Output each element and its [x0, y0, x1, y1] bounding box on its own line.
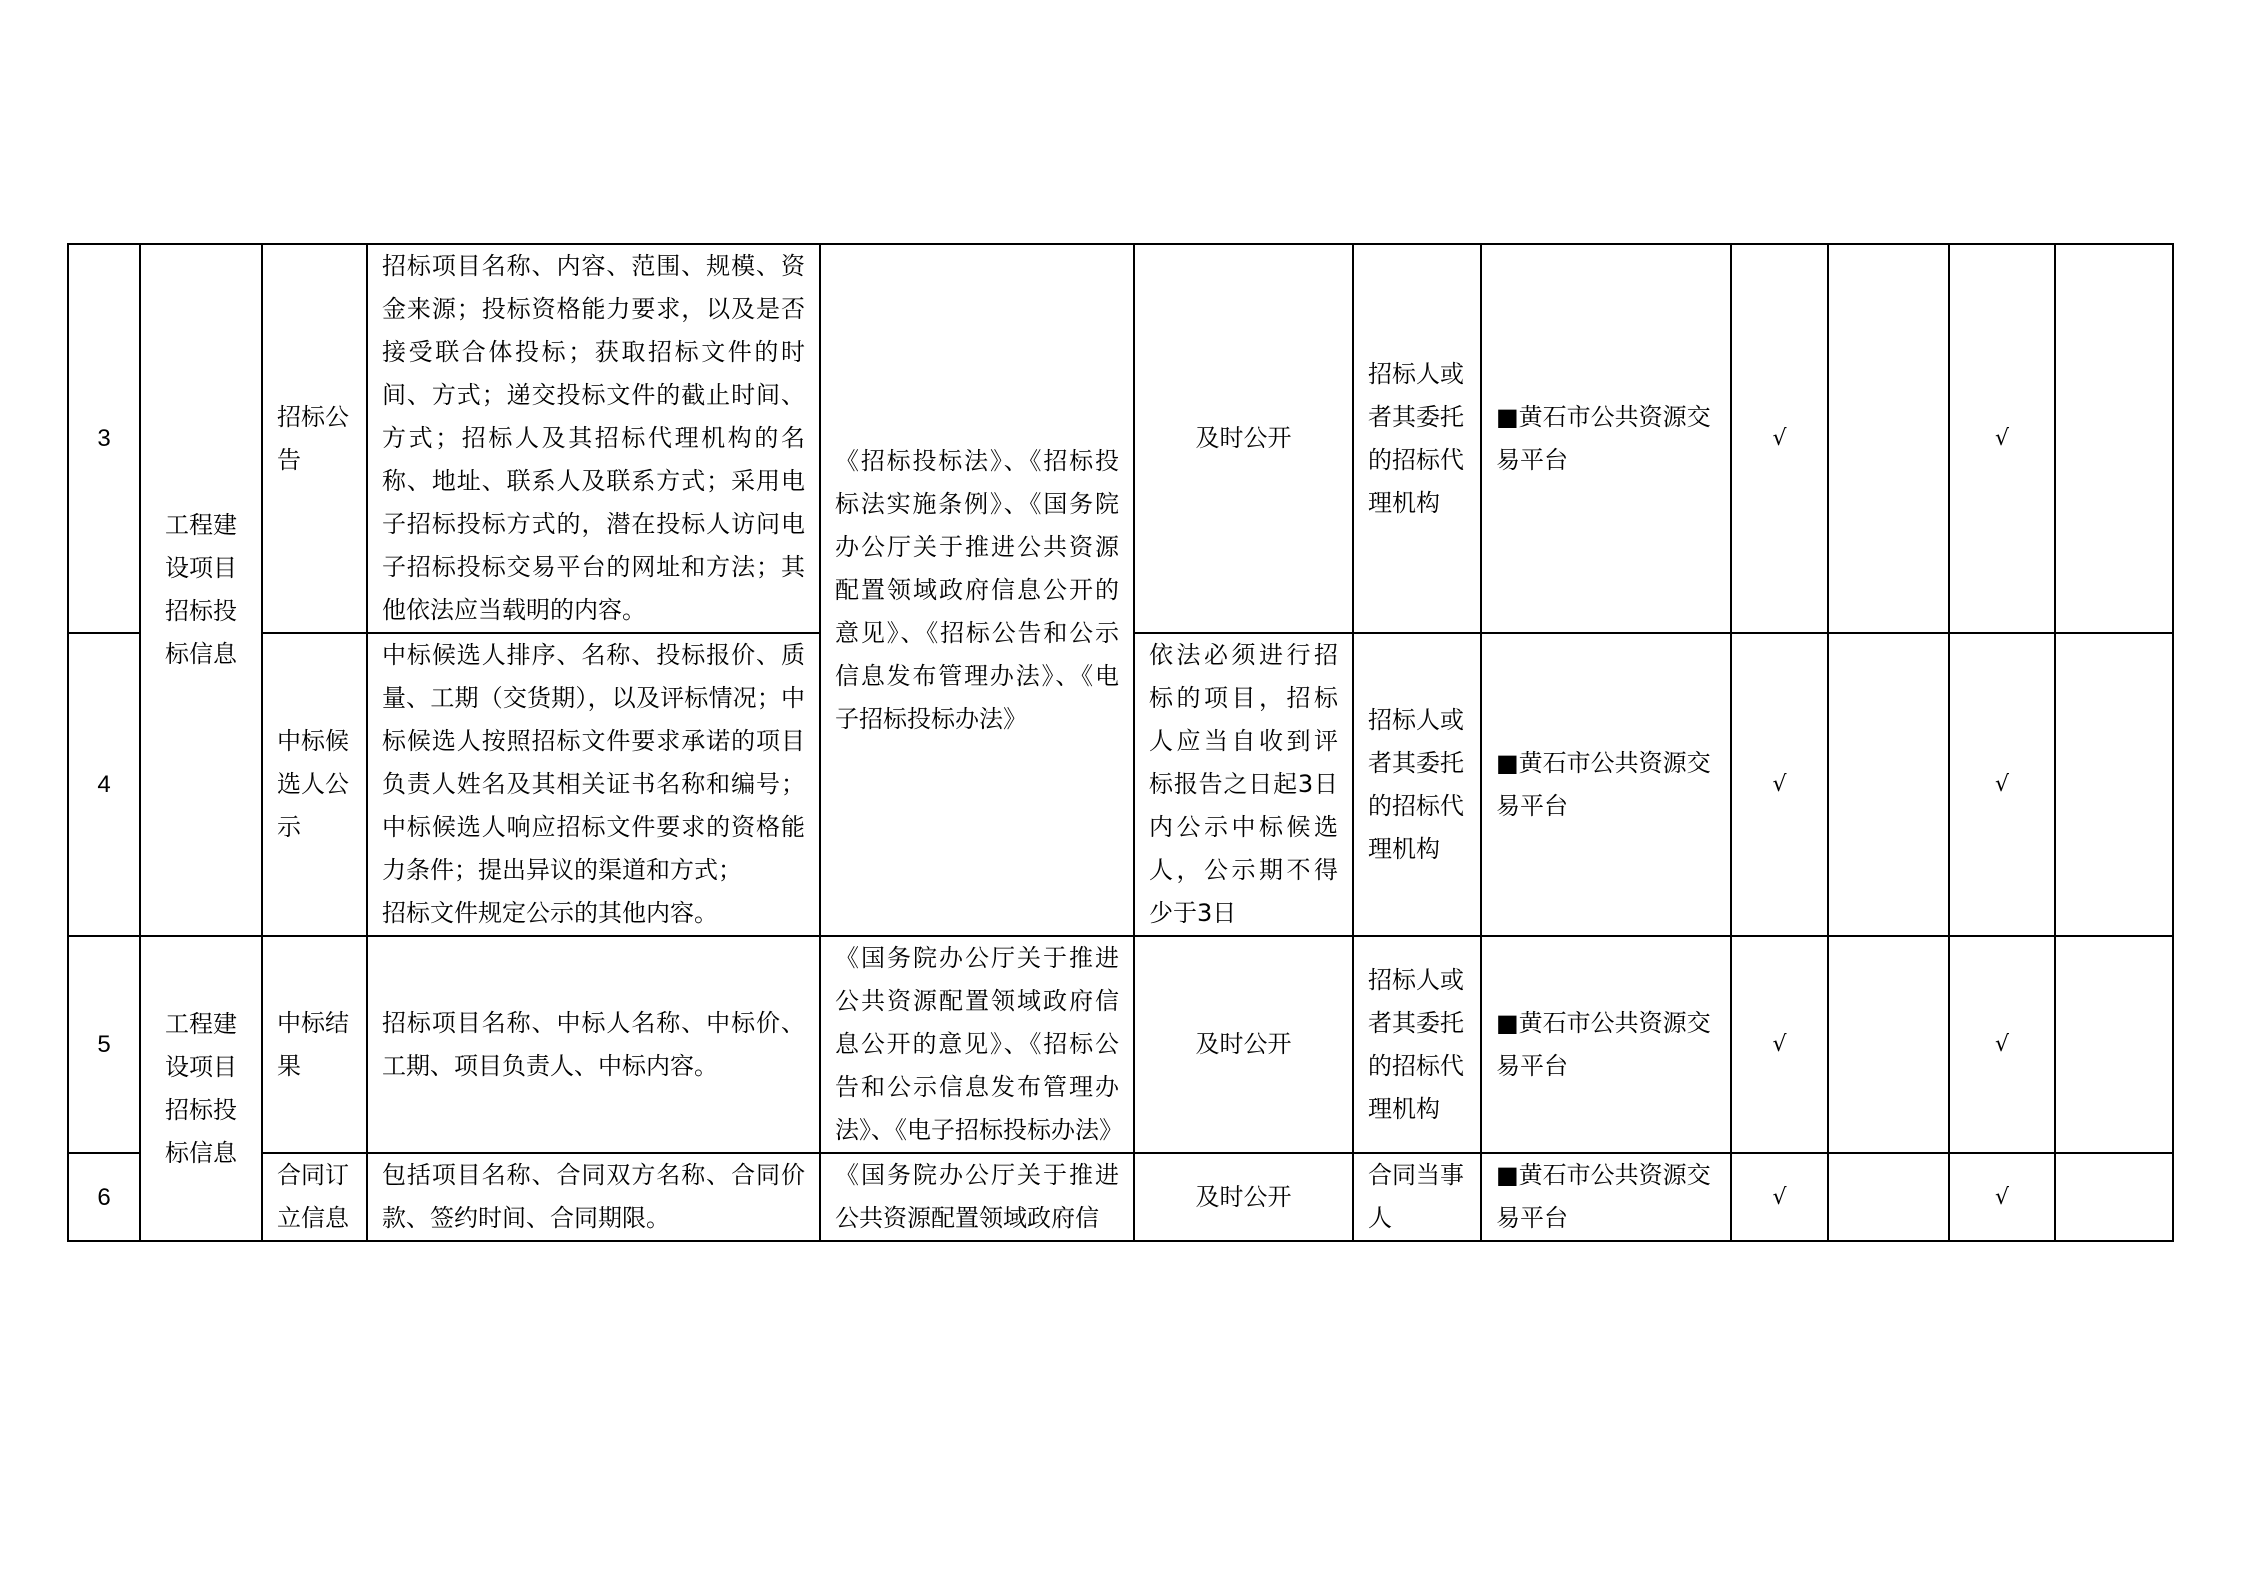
content-cell: 招标项目名称、中标人名称、中标价、工期、项目负责人、中标内容。 — [367, 936, 820, 1153]
table-row — [68, 244, 2173, 633]
table-row — [68, 936, 2173, 1153]
row-number: 4 — [68, 633, 140, 936]
timeliness-cell: 依法必须进行招标的项目，招标人应当自收到评标报告之日起3日内公示中标候选人，公示期不得少于3日 — [1134, 633, 1353, 936]
subject-cell: 招标人或者其委托的招标代理机构 — [1353, 633, 1481, 936]
check-cell: √ — [1949, 936, 2055, 1153]
timeliness-cell: 及时公开 — [1134, 244, 1353, 633]
category-cell: 工程建设项目招标投标信息 — [140, 244, 262, 936]
basis-cell: 《国务院办公厅关于推进公共资源配置领域政府信息公开的意见》、《招标公告和公示信息发布管理办法》、《电子招标投标办法》 — [820, 936, 1134, 1153]
item-cell: 招标公告 — [262, 244, 367, 633]
channel-cell: ■黄石市公共资源交易平台 — [1481, 633, 1731, 936]
check-cell: √ — [1949, 633, 2055, 936]
check-cell: √ — [1731, 244, 1828, 633]
subject-cell: 招标人或者其委托的招标代理机构 — [1353, 244, 1481, 633]
table-row — [68, 1153, 2173, 1241]
category-cell: 工程建设项目招标投标信息 — [140, 936, 262, 1241]
check-cell: √ — [1949, 244, 2055, 633]
subject-cell: 招标人或者其委托的招标代理机构 — [1353, 936, 1481, 1153]
content-cell: 包括项目名称、合同双方名称、合同价款、签约时间、合同期限。 — [367, 1153, 820, 1241]
empty-cell — [2055, 1153, 2173, 1241]
channel-cell: ■黄石市公共资源交易平台 — [1481, 244, 1731, 633]
basis-cell: 《国务院办公厅关于推进公共资源配置领域政府信 — [820, 1153, 1134, 1241]
item-cell: 中标候选人公示 — [262, 633, 367, 936]
empty-cell — [1828, 1153, 1949, 1241]
channel-cell: ■黄石市公共资源交易平台 — [1481, 936, 1731, 1153]
empty-cell — [2055, 633, 2173, 936]
check-cell: √ — [1949, 1153, 2055, 1241]
empty-cell — [1828, 936, 1949, 1153]
empty-cell — [2055, 936, 2173, 1153]
content-cell: 招标项目名称、内容、范围、规模、资金来源；投标资格能力要求，以及是否接受联合体投标；获取招标文件的时间、方式；递交投标文件的截止时间、方式；招标人及其招标代理机构的名称、地址、联系人及联系方式；采用电子招标投标方式的，潜在投标人访问电子招标投标交易平台的网址和方法；其他依法应当载明的内容。 — [367, 244, 820, 633]
row-number: 5 — [68, 936, 140, 1153]
content-line: 中标候选人排序、名称、投标报价、质量、工期（交货期），以及评标情况；中标候选人按照招标文件要求承诺的项目负责人姓名及其相关证书名称和编号；中标候选人响应招标文件要求的资格能力条件；提出异议的渠道和方式； — [382, 641, 805, 884]
row-number: 6 — [68, 1153, 140, 1241]
item-cell: 中标结果 — [262, 936, 367, 1153]
empty-cell — [2055, 244, 2173, 633]
content-cell — [367, 633, 820, 936]
empty-cell — [1828, 633, 1949, 936]
timeliness-cell: 及时公开 — [1134, 936, 1353, 1153]
row-number: 3 — [68, 244, 140, 633]
subject-cell: 合同当事人 — [1353, 1153, 1481, 1241]
content-line: 招标文件规定公示的其他内容。 — [382, 899, 718, 927]
empty-cell — [1828, 244, 1949, 633]
item-cell: 合同订立信息 — [262, 1153, 367, 1241]
channel-cell: ■黄石市公共资源交易平台 — [1481, 1153, 1731, 1241]
disclosure-table — [67, 243, 2174, 1242]
check-cell: √ — [1731, 633, 1828, 936]
basis-cell: 《招标投标法》、《招标投标法实施条例》、《国务院办公厅关于推进公共资源配置领域政府信息公开的意见》、《招标公告和公示信息发布管理办法》、《电子招标投标办法》 — [820, 244, 1134, 936]
check-cell: √ — [1731, 1153, 1828, 1241]
check-cell: √ — [1731, 936, 1828, 1153]
timeliness-cell: 及时公开 — [1134, 1153, 1353, 1241]
